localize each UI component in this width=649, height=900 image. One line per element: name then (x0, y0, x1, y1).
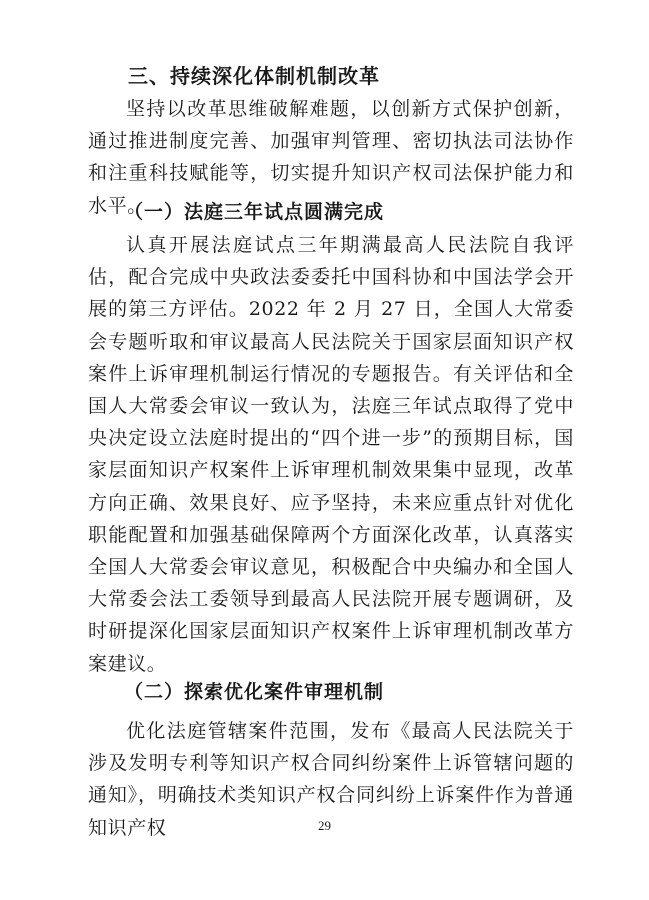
subsection-body-1: 认真开展法庭试点三年期满最高人民法院自我评估，配合完成中央政法委委托中国科协和中国法学会开展的第三方评估。2022 年 2 月 27 日，全国人大常委会专题听取和审议最高人民法院关于国家层面知识产权案件上诉审理机制运行情况的专题报告。有关评估和全国人大常委会审议一致认为，法庭三年试点取得了党中央决定设立法庭时提出的“四个进一步”的预期目标，国家层面知识产权案件上诉审理机制效果集中显现，改革方向正确、效果良好、应予坚持，未来应重点针对优化职能配置和加强基础保障两个方面深化改革，认真落实全国人大常委会审议意见，积极配合中央编办和全国人大常委会法工委领导到最高人民法院开展专题调研，及时研提深化国家层面知识产权案件上诉审理机制改革方案建议。 (88, 234, 574, 675)
page-number: 29 (318, 818, 331, 833)
subsection-body-2: 优化法庭管辖案件范围，发布《最高人民法院关于涉及发明专利等知识产权合同纠纷案件上诉管辖问题的通知》，明确技术类知识产权合同纠纷上诉案件作为普通知识产权 (88, 720, 574, 839)
subsection-heading-2: （二）探索优化案件审理机制 (124, 681, 385, 703)
subsection-heading-1: （一）法庭三年试点圆满完成 (124, 201, 385, 223)
section-heading: 三、持续深化体制机制改革 (128, 64, 380, 88)
section-intro-paragraph: 坚持以改革思维破解难题，以创新方式保护创新，通过推进制度完善、加强审判管理、密切执法司法协作和注重科技赋能等，切实提升知识产权司法保护能力和水平。 (88, 98, 574, 217)
